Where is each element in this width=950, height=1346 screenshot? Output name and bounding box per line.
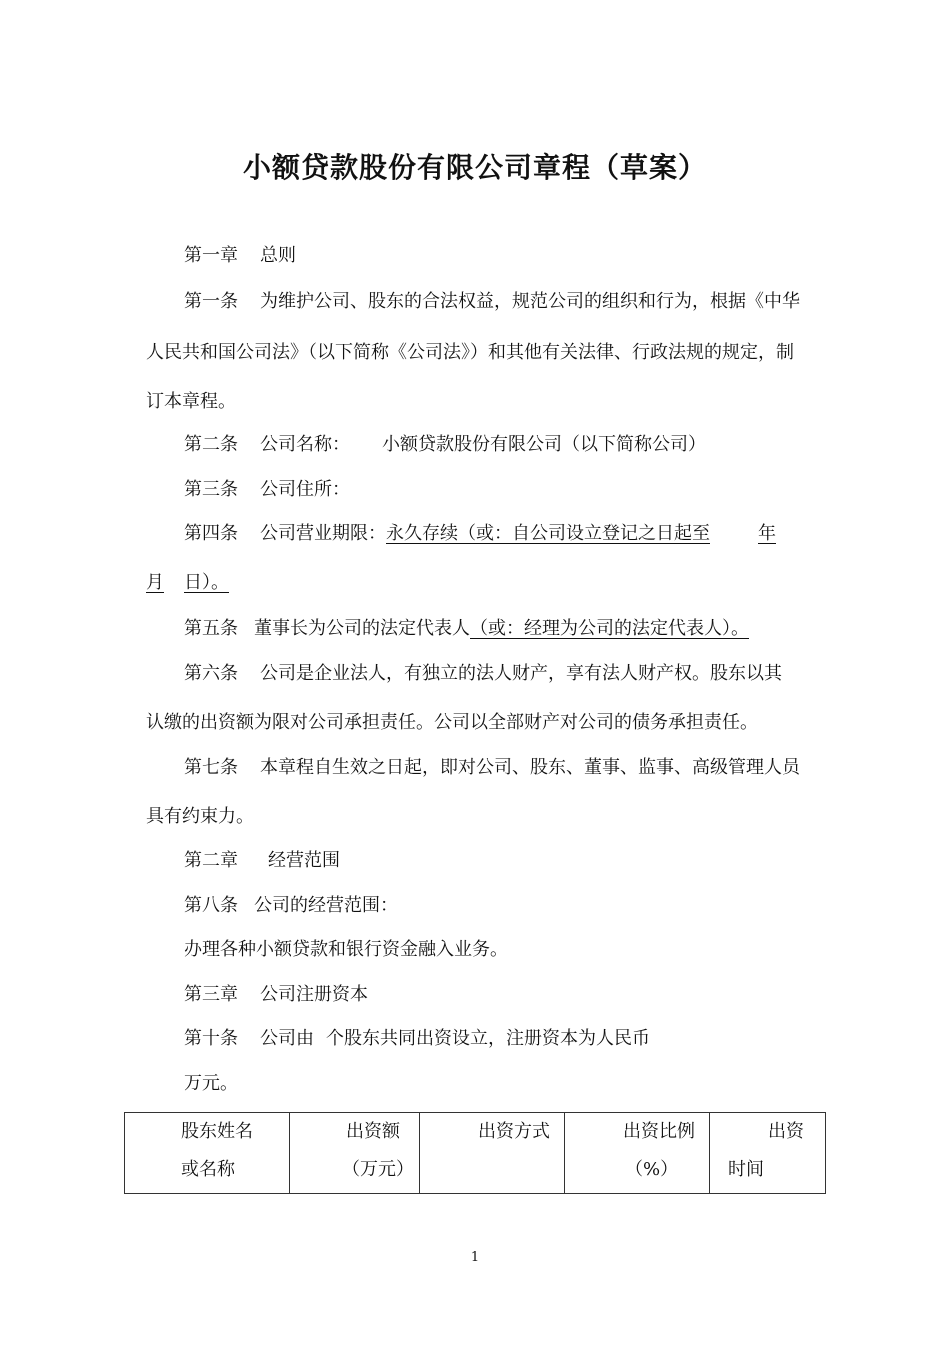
- article-4-month: 月: [146, 572, 164, 593]
- chapter-3-name: 公司注册资本: [260, 984, 368, 1005]
- article-10-text-b: 个股东共同出资设立，注册资本为人民币: [326, 1028, 650, 1049]
- article-1-text-1: 为维护公司、股东的合法权益，规范公司的组织和行为，根据《中华: [260, 291, 800, 312]
- article-5-label: 第五条: [184, 618, 238, 639]
- header-contribution-ratio: [565, 1113, 710, 1194]
- header-contribution-time: [710, 1113, 826, 1194]
- article-10-line-1: [184, 1027, 650, 1051]
- article-10-line-2: 万元。: [184, 1073, 238, 1094]
- header-contribution-amount: [290, 1113, 420, 1194]
- chapter-1-name: 总则: [260, 245, 296, 266]
- article-1-line-1: [184, 290, 800, 314]
- chapter-3-heading: [184, 983, 368, 1007]
- chapter-2-number: 第二章: [184, 850, 238, 871]
- article-7-text-1: 本章程自生效之日起，即对公司、股东、董事、监事、高级管理人员: [260, 757, 800, 778]
- header-contribution-amount-line-1: 出资额: [346, 1121, 400, 1142]
- article-10-label: 第十条: [184, 1028, 238, 1049]
- header-contribution-time-line-1: 出资: [768, 1121, 804, 1142]
- article-4-term-text: 永久存续（或：自公司设立登记之日起至: [386, 523, 710, 544]
- article-4-line-2: [146, 571, 229, 595]
- article-7-line-2: 具有约束力。: [146, 806, 254, 827]
- article-8-label: 第八条: [184, 895, 238, 916]
- article-7-label: 第七条: [184, 757, 238, 778]
- article-6-line-2: 认缴的出资额为限对公司承担责任。公司以全部财产对公司的债务承担责任。: [146, 712, 758, 733]
- chapter-2-heading: [184, 849, 340, 873]
- chapter-2-name: 经营范围: [268, 850, 340, 871]
- article-5-alternative: （或：经理为公司的法定代表人）。: [470, 618, 749, 639]
- header-contribution-method: [420, 1113, 565, 1194]
- article-4-label: 第四条: [184, 523, 238, 544]
- article-10-text-a: 公司由: [260, 1028, 314, 1049]
- header-contribution-ratio-line-1: 出资比例: [623, 1121, 695, 1142]
- article-6-line-1: [184, 662, 782, 686]
- article-2: [184, 433, 706, 457]
- article-3: [184, 478, 350, 502]
- article-2-label: 第二条: [184, 434, 238, 455]
- table-header-row: [125, 1113, 826, 1194]
- article-4-key: 公司营业期限：: [260, 523, 386, 544]
- article-4-term: [386, 523, 794, 544]
- article-1-line-3: 订本章程。: [146, 391, 236, 412]
- header-contribution-time-line-2: 时间: [728, 1159, 764, 1180]
- header-contribution-method-text: 出资方式: [478, 1121, 550, 1142]
- header-shareholder-name-line-2: 或名称: [181, 1159, 235, 1180]
- business-scope: 办理各种小额贷款和银行资金融入业务。: [184, 939, 508, 960]
- article-3-label: 第三条: [184, 479, 238, 500]
- document-title: 小额贷款股份有限公司章程（草案）: [242, 151, 707, 184]
- article-5-text: 董事长为公司的法定代表人: [254, 618, 470, 639]
- article-2-value: 小额贷款股份有限公司（以下简称公司）: [382, 434, 706, 455]
- page-number: 1: [470, 1250, 480, 1265]
- article-4-day: 日）。: [184, 572, 229, 593]
- article-7-line-1: [184, 756, 800, 780]
- article-4-year: 年: [758, 523, 776, 544]
- chapter-3-number: 第三章: [184, 984, 238, 1005]
- article-1-line-2: 人民共和国公司法》（以下简称《公司法》）和其他有关法律、行政法规的规定，制: [146, 342, 794, 363]
- header-shareholder-name: [125, 1113, 290, 1194]
- header-contribution-amount-line-2: （万元）: [342, 1159, 414, 1180]
- article-8: [184, 894, 398, 918]
- article-3-text: 公司住所：: [260, 479, 350, 500]
- article-6-text-1: 公司是企业法人，有独立的法人财产，享有法人财产权。股东以其: [260, 663, 782, 684]
- shareholder-table: [124, 1112, 826, 1194]
- header-shareholder-name-line-1: 股东姓名: [181, 1121, 253, 1142]
- article-4-line-1: [184, 522, 794, 546]
- article-6-label: 第六条: [184, 663, 238, 684]
- article-5: [184, 617, 749, 641]
- article-1-label: 第一条: [184, 291, 238, 312]
- header-contribution-ratio-line-2: （%）: [625, 1159, 679, 1180]
- chapter-1-heading: [184, 244, 296, 268]
- article-2-key: 公司名称：: [260, 434, 350, 455]
- chapter-1-number: 第一章: [184, 245, 238, 266]
- article-8-text: 公司的经营范围：: [254, 895, 398, 916]
